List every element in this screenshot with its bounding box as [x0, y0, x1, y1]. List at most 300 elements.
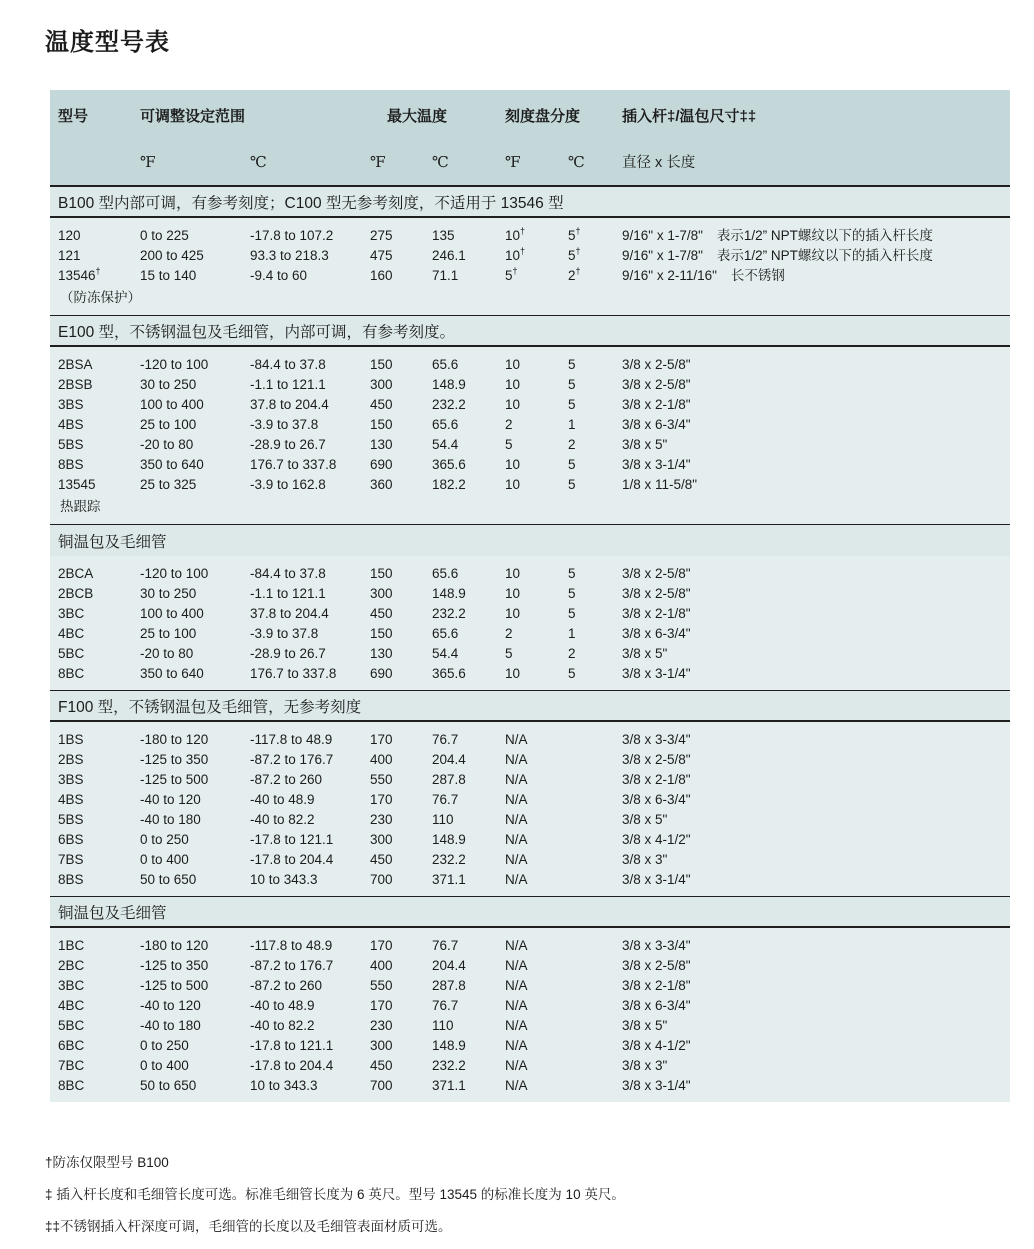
cell-range-c: 10 to 343.3	[250, 872, 318, 887]
cell-range-f: 0 to 250	[140, 1038, 189, 1053]
cell-model: 3BS	[58, 772, 84, 787]
cell-dial-c: 5	[568, 566, 576, 581]
cell-dial-f: N/A	[505, 978, 528, 993]
cell-range-f: -40 to 120	[140, 998, 201, 1013]
section-body	[50, 556, 1010, 690]
cell-size: 3/8 x 2-5/8"	[622, 958, 691, 973]
cell-size: 3/8 x 4-1/2"	[622, 1038, 691, 1053]
cell-max-c: 110	[432, 812, 454, 827]
cell-range-f: -120 to 100	[140, 566, 209, 581]
cell-size: 3/8 x 2-5/8"	[622, 377, 691, 392]
cell-model: 8BS	[58, 457, 84, 472]
col-header-diameter-length: 直径 x 长度	[622, 155, 696, 171]
table-section	[50, 185, 1010, 315]
table-row	[50, 246, 1010, 266]
cell-range-f: -125 to 350	[140, 958, 209, 973]
cell-max-f: 170	[370, 998, 393, 1013]
col-header-model: 型号	[58, 108, 89, 125]
cell-range-c: -40 to 48.9	[250, 998, 315, 1013]
cell-range-f: 350 to 640	[140, 457, 204, 472]
cell-dial-f: 10	[505, 357, 521, 372]
cell-size: 9/16" x 1-7/8" 表示1/2” NPT螺纹以下的插入杆长度	[622, 248, 933, 263]
cell-size: 9/16" x 2-11/16" 长不锈钢	[622, 268, 785, 283]
table-row	[50, 936, 1010, 956]
cell-range-f: -20 to 80	[140, 437, 194, 452]
cell-model: 13545	[58, 477, 96, 492]
cell-dial-c: 1	[568, 626, 576, 641]
cell-max-f: 450	[370, 397, 393, 412]
table-row	[50, 730, 1010, 750]
cell-max-c: 148.9	[432, 586, 466, 601]
cell-max-c: 65.6	[432, 417, 459, 432]
section-title: 铜温包及毛细管	[50, 525, 1010, 556]
cell-dial-f: 5†	[505, 265, 518, 283]
cell-range-c: -87.2 to 260	[250, 772, 323, 787]
cell-range-c: -40 to 82.2	[250, 812, 315, 827]
table-row	[50, 1036, 1010, 1056]
cell-dial-c: 1	[568, 417, 576, 432]
section-title: E100 型，不锈钢温包及毛细管，内部可调，有参考刻度。	[50, 316, 1010, 347]
cell-range-f: 350 to 640	[140, 666, 204, 681]
cell-model: 8BS	[58, 872, 84, 887]
cell-dial-c: 5	[568, 377, 576, 392]
cell-max-c: 135	[432, 228, 455, 243]
table-row	[50, 266, 1010, 286]
temperature-model-table	[50, 90, 1010, 1102]
cell-range-c: -117.8 to 48.9	[250, 732, 333, 747]
cell-max-f: 130	[370, 437, 393, 452]
table-row	[50, 395, 1010, 415]
cell-max-f: 700	[370, 872, 393, 887]
cell-model: 8BC	[58, 666, 85, 681]
cell-range-f: 200 to 425	[140, 248, 204, 263]
cell-range-f: 0 to 400	[140, 852, 189, 867]
cell-max-f: 690	[370, 666, 393, 681]
cell-model: 2BSA	[58, 357, 93, 372]
cell-max-f: 150	[370, 417, 393, 432]
cell-model: 121	[58, 248, 81, 263]
cell-model: 7BC	[58, 1058, 85, 1073]
cell-max-c: 54.4	[432, 437, 459, 452]
cell-max-c: 76.7	[432, 792, 459, 807]
cell-size: 1/8 x 11-5/8"	[622, 477, 698, 492]
col-header-dial-division: 刻度盘分度	[505, 108, 581, 125]
cell-model: 5BS	[58, 812, 84, 827]
cell-range-c: -87.2 to 260	[250, 978, 323, 993]
cell-range-c: 37.8 to 204.4	[250, 606, 329, 621]
table-row	[50, 790, 1010, 810]
cell-model: 8BC	[58, 1078, 85, 1093]
cell-size: 3/8 x 2-5/8"	[622, 752, 691, 767]
cell-max-f: 400	[370, 752, 393, 767]
cell-model: 4BC	[58, 626, 85, 641]
table-row	[50, 870, 1010, 890]
table-row	[50, 664, 1010, 684]
cell-size: 3/8 x 5"	[622, 437, 668, 452]
cell-max-c: 71.1	[432, 268, 459, 283]
cell-range-c: 10 to 343.3	[250, 1078, 318, 1093]
cell-dial-c: 5	[568, 397, 576, 412]
cell-dial-f: N/A	[505, 732, 528, 747]
table-row	[50, 956, 1010, 976]
cell-range-c: 37.8 to 204.4	[250, 397, 329, 412]
section-body	[50, 347, 1010, 524]
cell-range-f: 25 to 100	[140, 626, 197, 641]
cell-dial-f: 10	[505, 606, 521, 621]
cell-dial-f: N/A	[505, 1058, 528, 1073]
cell-model: 120	[58, 228, 81, 243]
cell-max-f: 230	[370, 1018, 393, 1033]
cell-size: 3/8 x 5"	[622, 1018, 668, 1033]
cell-range-c: -87.2 to 176.7	[250, 752, 334, 767]
cell-dial-f: N/A	[505, 998, 528, 1013]
cell-size-note: 表示1/2” NPT螺纹以下的插入杆长度	[716, 228, 933, 243]
table-row	[50, 850, 1010, 870]
cell-range-c: -17.8 to 107.2	[250, 228, 334, 243]
table-row	[50, 475, 1010, 495]
table-header	[50, 90, 1010, 185]
cell-max-f: 160	[370, 268, 393, 283]
cell-dial-f: 2	[505, 626, 513, 641]
cell-size: 3/8 x 2-1/8"	[622, 978, 691, 993]
cell-max-c: 65.6	[432, 357, 459, 372]
cell-max-c: 365.6	[432, 666, 466, 681]
cell-size: 3/8 x 6-3/4"	[622, 626, 691, 641]
table-row	[50, 355, 1010, 375]
cell-size: 3/8 x 5"	[622, 646, 668, 661]
table-row	[50, 750, 1010, 770]
cell-range-c: 93.3 to 218.3	[250, 248, 329, 263]
cell-range-f: 50 to 650	[140, 1078, 197, 1093]
footnote-double-double-dagger: ‡‡不锈钢插入杆深度可调，毛细管的长度以及毛细管表面材质可选。	[45, 1219, 452, 1234]
cell-max-f: 550	[370, 978, 393, 993]
cell-dial-c: 5	[568, 357, 576, 372]
cell-range-f: 100 to 400	[140, 606, 204, 621]
cell-range-f: -40 to 180	[140, 812, 201, 827]
cell-dial-f: 5	[505, 437, 513, 452]
cell-dial-f: N/A	[505, 938, 528, 953]
table-row	[50, 976, 1010, 996]
cell-max-f: 230	[370, 812, 393, 827]
cell-dial-f: 10	[505, 397, 521, 412]
cell-max-f: 400	[370, 958, 393, 973]
cell-dial-f: N/A	[505, 1038, 528, 1053]
footnote-dagger: †防冻仅限型号 B100	[45, 1155, 169, 1170]
cell-range-f: -40 to 180	[140, 1018, 201, 1033]
cell-dial-f: N/A	[505, 792, 528, 807]
unit-range-celsius: ℃	[250, 153, 267, 171]
cell-model: 3BC	[58, 978, 85, 993]
cell-max-c: 371.1	[432, 1078, 466, 1093]
cell-max-c: 287.8	[432, 772, 466, 787]
unit-dial-celsius: ℃	[568, 153, 585, 171]
cell-max-c: 76.7	[432, 938, 459, 953]
table-section	[50, 524, 1010, 690]
cell-range-f: -180 to 120	[140, 732, 209, 747]
cell-model: 1BS	[58, 732, 84, 747]
cell-max-c: 204.4	[432, 958, 466, 973]
section-body	[50, 218, 1010, 315]
cell-range-c: -84.4 to 37.8	[250, 357, 326, 372]
cell-range-f: -125 to 500	[140, 772, 209, 787]
cell-model: 6BC	[58, 1038, 85, 1053]
table-row	[50, 455, 1010, 475]
page-title: 温度型号表	[45, 29, 170, 56]
cell-model: 2BCB	[58, 586, 94, 601]
cell-range-c: -117.8 to 48.9	[250, 938, 333, 953]
cell-dial-f: 10†	[505, 245, 526, 263]
table-row	[50, 996, 1010, 1016]
cell-model: 6BS	[58, 832, 84, 847]
cell-dial-c: 5†	[568, 225, 581, 243]
cell-max-f: 450	[370, 606, 393, 621]
cell-size: 3/8 x 2-5/8"	[622, 357, 691, 372]
cell-model: 13546†	[58, 265, 101, 283]
cell-dial-f: 5	[505, 646, 513, 661]
cell-dial-f: N/A	[505, 812, 528, 827]
cell-dial-f: N/A	[505, 832, 528, 847]
cell-max-c: 148.9	[432, 832, 466, 847]
unit-max-celsius: ℃	[432, 153, 449, 171]
cell-size: 3/8 x 3"	[622, 852, 668, 867]
cell-range-f: -125 to 500	[140, 978, 209, 993]
cell-model: 3BC	[58, 606, 85, 621]
cell-dial-f: N/A	[505, 752, 528, 767]
cell-dial-c: 2	[568, 646, 576, 661]
cell-max-c: 232.2	[432, 397, 466, 412]
cell-model: 5BC	[58, 1018, 85, 1033]
cell-size: 3/8 x 6-3/4"	[622, 417, 691, 432]
col-header-max-temp: 最大温度	[387, 108, 448, 125]
cell-max-c: 148.9	[432, 377, 466, 392]
cell-size: 3/8 x 3-1/4"	[622, 872, 691, 887]
cell-max-f: 150	[370, 626, 393, 641]
cell-max-c: 76.7	[432, 732, 459, 747]
cell-range-c: -17.8 to 121.1	[250, 1038, 334, 1053]
cell-max-c: 287.8	[432, 978, 466, 993]
cell-max-c: 65.6	[432, 566, 459, 581]
cell-size: 3/8 x 3-1/4"	[622, 666, 691, 681]
table-row	[50, 1076, 1010, 1096]
cell-dial-f: 10†	[505, 225, 526, 243]
cell-dial-f: N/A	[505, 958, 528, 973]
cell-range-c: -28.9 to 26.7	[250, 437, 326, 452]
table-row	[50, 830, 1010, 850]
table-section	[50, 315, 1010, 524]
section-title: F100 型，不锈钢温包及毛细管，无参考刻度	[50, 691, 1010, 722]
cell-size: 3/8 x 2-1/8"	[622, 772, 691, 787]
cell-range-f: 50 to 650	[140, 872, 197, 887]
cell-max-f: 300	[370, 1038, 393, 1053]
table-row	[50, 1056, 1010, 1076]
cell-range-f: 25 to 100	[140, 417, 197, 432]
cell-max-f: 170	[370, 792, 393, 807]
cell-range-c: -3.9 to 37.8	[250, 626, 319, 641]
cell-range-f: -40 to 120	[140, 792, 201, 807]
table-header-row-units	[50, 151, 1010, 172]
cell-range-c: -17.8 to 204.4	[250, 852, 334, 867]
table-row	[50, 584, 1010, 604]
cell-range-c: -87.2 to 176.7	[250, 958, 334, 973]
table-row	[50, 624, 1010, 644]
cell-max-c: 148.9	[432, 1038, 466, 1053]
cell-model: 5BC	[58, 646, 85, 661]
table-section	[50, 690, 1010, 896]
cell-max-c: 232.2	[432, 852, 466, 867]
cell-range-c: -3.9 to 162.8	[250, 477, 326, 492]
unit-max-fahrenheit: ℉	[370, 153, 386, 171]
cell-size: 3/8 x 3-1/4"	[622, 1078, 691, 1093]
row-label: （防冻保护）	[60, 290, 141, 305]
cell-max-f: 690	[370, 457, 393, 472]
footnote-double-dagger: ‡ 插入杆长度和毛细管长度可选。标准毛细管长度为 6 英尺。型号 13545 的标准长度为 10 英尺。	[45, 1187, 625, 1202]
cell-dial-c: 5	[568, 457, 576, 472]
cell-range-c: -1.1 to 121.1	[250, 586, 326, 601]
cell-dial-c: 2	[568, 437, 576, 452]
cell-size: 3/8 x 6-3/4"	[622, 792, 691, 807]
cell-max-f: 130	[370, 646, 393, 661]
cell-model: 3BS	[58, 397, 84, 412]
cell-dial-f: 2	[505, 417, 513, 432]
cell-range-c: -84.4 to 37.8	[250, 566, 326, 581]
cell-max-c: 76.7	[432, 998, 459, 1013]
cell-max-f: 300	[370, 377, 393, 392]
cell-range-c: -17.8 to 204.4	[250, 1058, 334, 1073]
cell-range-c: -1.1 to 121.1	[250, 377, 326, 392]
unit-dial-fahrenheit: ℉	[505, 153, 521, 171]
col-header-stem-bulb-size: 插入杆‡/温包尺寸‡‡	[622, 108, 757, 125]
cell-model: 2BCA	[58, 566, 94, 581]
cell-size: 3/8 x 6-3/4"	[622, 998, 691, 1013]
cell-range-c: -9.4 to 60	[250, 268, 308, 283]
cell-range-c: -17.8 to 121.1	[250, 832, 334, 847]
cell-range-f: -125 to 350	[140, 752, 209, 767]
cell-size: 3/8 x 3-3/4"	[622, 732, 691, 747]
cell-dial-c: 5†	[568, 245, 581, 263]
cell-dial-f: N/A	[505, 1018, 528, 1033]
cell-dial-f: N/A	[505, 1078, 528, 1093]
cell-model: 4BS	[58, 417, 84, 432]
table-row	[50, 564, 1010, 584]
cell-dial-c: 5	[568, 606, 576, 621]
footnotes	[45, 1153, 625, 1249]
table-row	[50, 1016, 1010, 1036]
section-body	[50, 722, 1010, 896]
cell-dial-f: 10	[505, 477, 521, 492]
cell-dial-c: 5	[568, 666, 576, 681]
cell-range-f: 0 to 400	[140, 1058, 189, 1073]
section-title: B100 型内部可调，有参考刻度；C100 型无参考刻度，不适用于 13546 型	[50, 187, 1010, 218]
cell-model: 2BSB	[58, 377, 93, 392]
cell-range-f: 0 to 250	[140, 832, 189, 847]
cell-range-f: -120 to 100	[140, 357, 209, 372]
cell-max-f: 275	[370, 228, 393, 243]
cell-dial-c: 5	[568, 586, 576, 601]
table-section	[50, 896, 1010, 1102]
cell-range-c: 176.7 to 337.8	[250, 666, 337, 681]
cell-size: 3/8 x 5"	[622, 812, 668, 827]
cell-model: 2BC	[58, 958, 85, 973]
cell-range-f: 15 to 140	[140, 268, 197, 283]
cell-max-c: 232.2	[432, 1058, 466, 1073]
cell-max-c: 232.2	[432, 606, 466, 621]
table-row	[50, 644, 1010, 664]
cell-max-f: 550	[370, 772, 393, 787]
table-header-row-main	[50, 105, 1010, 126]
cell-max-c: 65.6	[432, 626, 459, 641]
cell-size: 3/8 x 2-1/8"	[622, 397, 691, 412]
cell-range-c: -40 to 82.2	[250, 1018, 315, 1033]
col-header-range: 可调整设定范围	[140, 108, 246, 125]
cell-dial-c: 2†	[568, 265, 581, 283]
cell-max-f: 300	[370, 832, 393, 847]
cell-dial-f: N/A	[505, 872, 528, 887]
cell-max-f: 360	[370, 477, 393, 492]
cell-range-f: 30 to 250	[140, 586, 197, 601]
cell-model: 7BS	[58, 852, 84, 867]
section-title: 铜温包及毛细管	[50, 897, 1010, 928]
cell-size: 3/8 x 3-3/4"	[622, 938, 691, 953]
cell-model: 5BS	[58, 437, 84, 452]
table-row	[50, 810, 1010, 830]
cell-size: 3/8 x 3"	[622, 1058, 668, 1073]
cell-range-f: 25 to 325	[140, 477, 197, 492]
cell-max-c: 204.4	[432, 752, 466, 767]
cell-size-note: 长不锈钢	[730, 268, 785, 283]
cell-dial-f: 10	[505, 586, 521, 601]
cell-range-c: -3.9 to 37.8	[250, 417, 319, 432]
unit-range-fahrenheit: ℉	[140, 153, 156, 171]
cell-max-f: 170	[370, 938, 393, 953]
cell-size-note: 表示1/2” NPT螺纹以下的插入杆长度	[716, 248, 933, 263]
cell-max-f: 450	[370, 852, 393, 867]
cell-max-c: 365.6	[432, 457, 466, 472]
cell-dial-f: 10	[505, 666, 521, 681]
cell-range-c: -28.9 to 26.7	[250, 646, 326, 661]
cell-range-f: 0 to 225	[140, 228, 189, 243]
cell-max-f: 150	[370, 357, 393, 372]
cell-max-f: 170	[370, 732, 393, 747]
cell-size: 3/8 x 2-5/8"	[622, 566, 691, 581]
table-row	[50, 604, 1010, 624]
cell-dial-c: 5	[568, 477, 576, 492]
cell-dial-f: 10	[505, 377, 521, 392]
cell-size: 3/8 x 2-1/8"	[622, 606, 691, 621]
cell-max-c: 371.1	[432, 872, 466, 887]
table-row	[50, 226, 1010, 246]
cell-max-f: 150	[370, 566, 393, 581]
cell-range-c: -40 to 48.9	[250, 792, 315, 807]
table-row	[50, 375, 1010, 395]
cell-dial-f: 10	[505, 566, 521, 581]
cell-model: 4BS	[58, 792, 84, 807]
cell-range-f: 100 to 400	[140, 397, 204, 412]
cell-model: 2BS	[58, 752, 84, 767]
section-body	[50, 928, 1010, 1102]
cell-range-c: 176.7 to 337.8	[250, 457, 337, 472]
cell-model: 4BC	[58, 998, 85, 1013]
table-sections	[50, 185, 1010, 1102]
cell-size: 3/8 x 4-1/2"	[622, 832, 691, 847]
cell-max-c: 110	[432, 1018, 454, 1033]
table-row	[50, 435, 1010, 455]
cell-size: 9/16" x 1-7/8" 表示1/2” NPT螺纹以下的插入杆长度	[622, 228, 933, 243]
cell-dial-f: N/A	[505, 852, 528, 867]
table-row	[50, 415, 1010, 435]
cell-size: 3/8 x 2-5/8"	[622, 586, 691, 601]
cell-range-f: 30 to 250	[140, 377, 197, 392]
cell-dial-f: 10	[505, 457, 521, 472]
